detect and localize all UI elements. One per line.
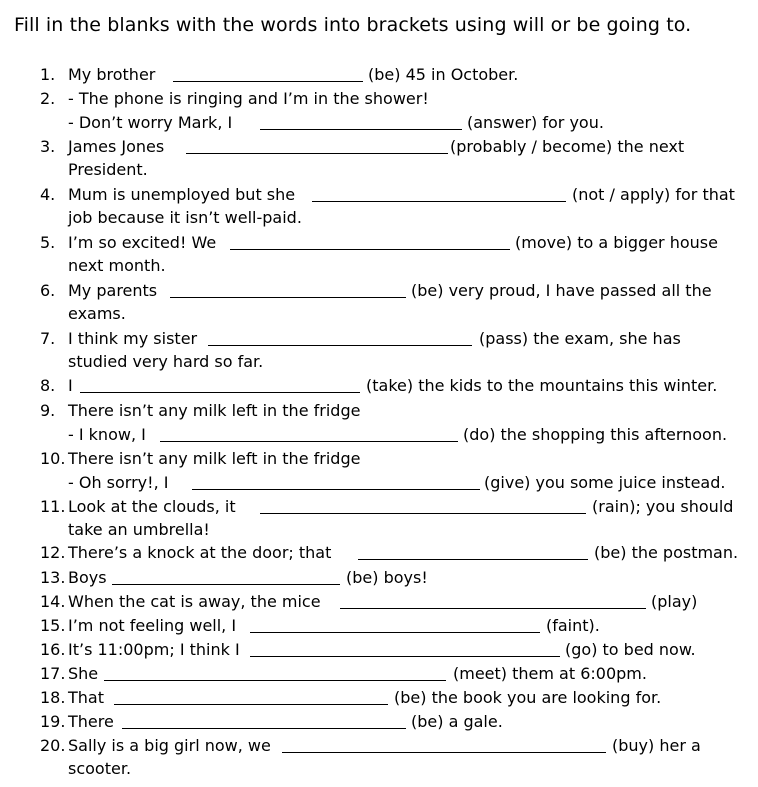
answer-blank[interactable] xyxy=(260,112,462,130)
prompt-text: I xyxy=(68,376,73,395)
prompt-text: That xyxy=(68,688,104,707)
verb-hint: (not / apply) for that xyxy=(572,185,735,204)
prompt-text: I’m not feeling well, I xyxy=(68,616,237,635)
item-number: 5. xyxy=(40,233,56,252)
verb-hint: (meet) them at 6:00pm. xyxy=(453,664,647,683)
answer-blank[interactable] xyxy=(260,496,586,514)
item-number: 7. xyxy=(40,329,56,348)
verb-hint: (probably / become) the next xyxy=(450,137,685,156)
item-number: 12. xyxy=(40,543,66,562)
verb-hint: (be) 45 in October. xyxy=(368,65,519,84)
answer-blank[interactable] xyxy=(186,136,448,154)
item-number: 20. xyxy=(40,736,66,755)
prompt-text: She xyxy=(68,664,99,683)
prompt-text: I’m so excited! We xyxy=(68,233,217,252)
answer-blank[interactable] xyxy=(250,639,560,657)
dialogue-line: - The phone is ringing and I’m in the shower! xyxy=(68,89,429,108)
item-number: 14. xyxy=(40,592,66,611)
prompt-text: It’s 11:00pm; I think I xyxy=(68,640,240,659)
continuation-text: take an umbrella! xyxy=(68,520,210,539)
answer-blank[interactable] xyxy=(340,591,646,609)
answer-blank[interactable] xyxy=(208,328,472,346)
item-number: 6. xyxy=(40,281,56,300)
verb-hint: (buy) her a xyxy=(612,736,701,755)
verb-hint: (go) to bed now. xyxy=(565,640,696,659)
verb-hint: (play) xyxy=(651,592,698,611)
prompt-text: - Don’t worry Mark, I xyxy=(68,113,233,132)
verb-hint: (do) the shopping this afternoon. xyxy=(463,425,728,444)
answer-blank[interactable] xyxy=(112,567,340,585)
answer-blank[interactable] xyxy=(358,542,588,560)
answer-blank[interactable] xyxy=(122,711,406,729)
item-number: 19. xyxy=(40,712,66,731)
verb-hint: (give) you some juice instead. xyxy=(484,473,726,492)
prompt-text: I think my sister xyxy=(68,329,198,348)
answer-blank[interactable] xyxy=(80,375,360,393)
item-number: 13. xyxy=(40,568,66,587)
prompt-text: - I know, I xyxy=(68,425,146,444)
verb-hint: (be) a gale. xyxy=(411,712,503,731)
continuation-text: exams. xyxy=(68,304,126,323)
verb-hint: (be) the postman. xyxy=(594,543,739,562)
verb-hint: (faint). xyxy=(546,616,600,635)
prompt-text: Sally is a big girl now, we xyxy=(68,736,271,755)
prompt-text: My brother xyxy=(68,65,156,84)
prompt-text: James Jones xyxy=(68,137,165,156)
continuation-text: studied very hard so far. xyxy=(68,352,264,371)
item-number: 10. xyxy=(40,449,66,468)
prompt-text: Boys xyxy=(68,568,107,587)
answer-blank[interactable] xyxy=(114,687,388,705)
verb-hint: (take) the kids to the mountains this winter. xyxy=(366,376,718,395)
answer-blank[interactable] xyxy=(173,64,363,82)
answer-blank[interactable] xyxy=(230,232,510,250)
item-number: 4. xyxy=(40,185,56,204)
item-number: 17. xyxy=(40,664,66,683)
item-number: 2. xyxy=(40,89,56,108)
prompt-text: When the cat is away, the mice xyxy=(68,592,321,611)
worksheet-title: Fill in the blanks with the words into brackets using will or be going to. xyxy=(14,14,692,36)
item-number: 1. xyxy=(40,65,56,84)
prompt-text: My parents xyxy=(68,281,158,300)
prompt-text: Look at the clouds, it xyxy=(68,497,236,516)
answer-blank[interactable] xyxy=(282,735,606,753)
verb-hint: (pass) the exam, she has xyxy=(479,329,681,348)
answer-blank[interactable] xyxy=(170,280,406,298)
continuation-text: scooter. xyxy=(68,759,132,778)
dialogue-line: There isn’t any milk left in the fridge xyxy=(68,401,361,420)
item-number: 15. xyxy=(40,616,66,635)
answer-blank[interactable] xyxy=(312,184,566,202)
item-number: 9. xyxy=(40,401,56,420)
dialogue-line: There isn’t any milk left in the fridge xyxy=(68,449,361,468)
prompt-text: There’s a knock at the door; that xyxy=(68,543,332,562)
continuation-text: job because it isn’t well-paid. xyxy=(68,208,302,227)
continuation-text: President. xyxy=(68,160,148,179)
verb-hint: (be) very proud, I have passed all the xyxy=(411,281,712,300)
answer-blank[interactable] xyxy=(192,472,480,490)
verb-hint: (be) boys! xyxy=(346,568,428,587)
prompt-text: There xyxy=(68,712,114,731)
verb-hint: (rain); you should xyxy=(592,497,734,516)
answer-blank[interactable] xyxy=(160,424,458,442)
answer-blank[interactable] xyxy=(104,663,446,681)
continuation-text: next month. xyxy=(68,256,166,275)
verb-hint: (move) to a bigger house xyxy=(515,233,718,252)
answer-blank[interactable] xyxy=(250,615,540,633)
verb-hint: (answer) for you. xyxy=(467,113,604,132)
item-number: 11. xyxy=(40,497,66,516)
item-number: 8. xyxy=(40,376,56,395)
verb-hint: (be) the book you are looking for. xyxy=(394,688,662,707)
prompt-text: - Oh sorry!, I xyxy=(68,473,169,492)
item-number: 16. xyxy=(40,640,66,659)
prompt-text: Mum is unemployed but she xyxy=(68,185,296,204)
item-number: 3. xyxy=(40,137,56,156)
item-number: 18. xyxy=(40,688,66,707)
